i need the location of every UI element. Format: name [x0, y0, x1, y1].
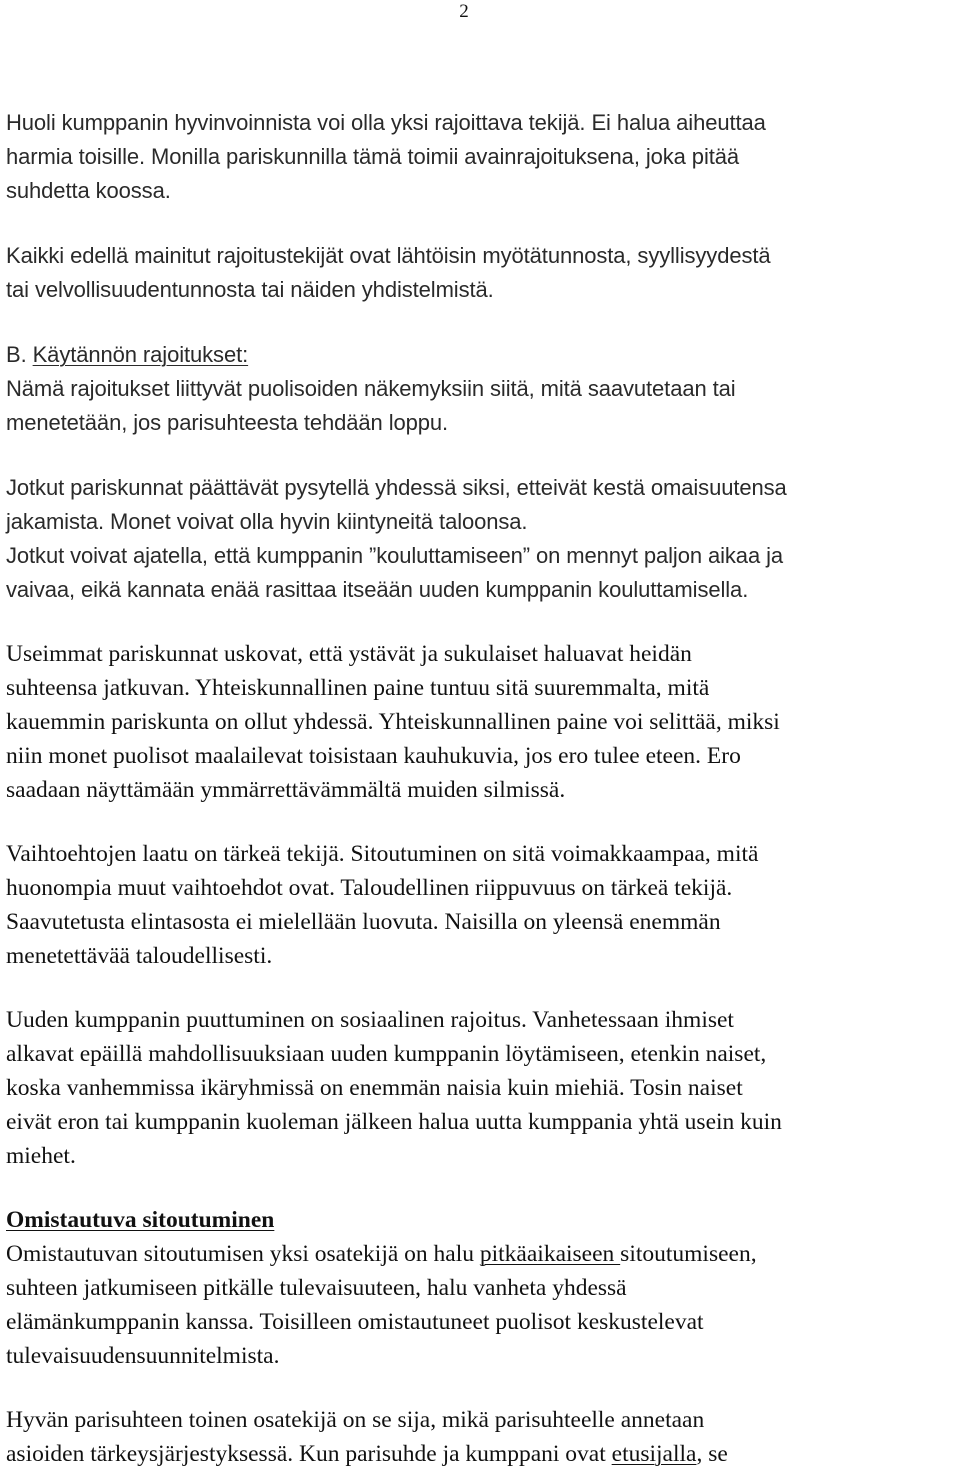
section-heading: Omistautuva sitoutuminen [6, 1207, 275, 1233]
text-line: suhteensa jatkuvan. Yhteiskunnallinen paine tuntuu sitä suuremmalta, mitä [6, 675, 710, 701]
text-line: huonompia muut vaihtoehdot ovat. Taloudellinen riippuvuus on tärkeä tekijä. [6, 875, 733, 901]
text-line: tai velvollisuudentunnosta tai näiden yhdistelmistä. [6, 277, 494, 302]
text-line: suhdetta koossa. [6, 178, 171, 203]
text-line: alkavat epäillä mahdollisuuksiaan uuden kumppanin löytämiseen, etenkin naiset, [6, 1041, 767, 1067]
paragraph-concern-for-partner [6, 106, 766, 208]
text-line: Jotkut pariskunnat päättävät pysytellä yhdessä siksi, etteivät kestä omaisuutensa [6, 475, 787, 500]
text-line: Saavutetusta elintasosta ei mielellään luovuta. Naisilla on yleensä enemmän [6, 909, 721, 935]
text-line: Hyvän parisuhteen toinen osatekijä on se sija, mikä parisuhteelle annetaan [6, 1407, 705, 1433]
text-line: miehet. [6, 1143, 76, 1169]
paragraph-priority-of-relationship [6, 1403, 728, 1471]
paragraph-quality-of-alternatives [6, 837, 758, 973]
paragraph-property-and-training [6, 471, 787, 607]
practical-constraints-heading: Käytännön rajoitukset: [32, 342, 249, 367]
text-line: Useimmat pariskunnat uskovat, että ystävät ja sukulaiset haluavat heidän [6, 641, 692, 667]
text-segment: Omistautuvan sitoutumisen yksi osatekijä on halu [6, 1241, 480, 1267]
text-line [6, 1437, 728, 1471]
text-line: Vaihtoehtojen laatu on tärkeä tekijä. Sitoutuminen on sitä voimakkaampaa, mitä [6, 841, 759, 867]
text-segment: , se [696, 1441, 728, 1467]
text-line: eivät eron tai kumppanin kuoleman jälkeen halua uutta kumppania yhtä usein kuin [6, 1109, 782, 1135]
text-line: vaivaa, eikä kannata enää rasittaa itseään uuden kumppanin kouluttamisella. [6, 577, 749, 602]
paragraph-limiting-factors-summary [6, 239, 771, 307]
text-line: kauemmin pariskunta on ollut yhdessä. Yhteiskunnallinen paine voi selittää, miksi [6, 709, 780, 735]
text-line: menetettävää taloudellisesti. [6, 943, 273, 969]
text-line: niin monet puolisot maalailevat toisistaan kauhukuvia, jos ero tulee eteen. Ero [6, 743, 741, 769]
text-line: Uuden kumppanin puuttuminen on sosiaalinen rajoitus. Vanhetessaan ihmiset [6, 1007, 734, 1033]
text-line: Jotkut voivat ajatella, että kumppanin ”kouluttamiseen” on mennyt paljon aikaa ja [6, 543, 784, 568]
text-line: Nämä rajoitukset liittyvät puolisoiden näkemyksiin siitä, mitä saavutetaan tai [6, 376, 736, 401]
text-line: menetetään, jos parisuhteesta tehdään loppu. [6, 410, 449, 435]
paragraph-social-pressure [6, 637, 780, 807]
section-prefix: B. [6, 342, 33, 367]
text-segment: sitoutumiseen, [620, 1241, 757, 1267]
text-line [6, 1237, 757, 1271]
text-line: harmia toisille. Monilla pariskunnilla tämä toimii avainrajoituksena, joka pitää [6, 144, 740, 169]
text-line: Huoli kumppanin hyvinvoinnista voi olla yksi rajoittava tekijä. Ei halua aiheuttaa [6, 110, 766, 135]
text-line: tulevaisuudensuunnitelmista. [6, 1343, 280, 1369]
text-line: suhteen jatkumiseen pitkälle tulevaisuuteen, halu vanheta yhdessä [6, 1275, 627, 1301]
text-line: elämänkumppanin kanssa. Toisilleen omistautuneet puolisot keskustelevat [6, 1309, 704, 1335]
practical-constraints-heading-line [6, 338, 736, 372]
section-devoted-commitment [6, 1203, 757, 1373]
page-number: 2 [459, 1, 469, 22]
paragraph-lack-of-new-partner [6, 1003, 782, 1173]
text-segment: asioiden tärkeysjärjestyksessä. Kun parisuhde ja kumppani ovat [6, 1441, 612, 1467]
underlined-term: etusijalla [611, 1441, 697, 1467]
text-line: koska vanhemmissa ikäryhmissä on enemmän naisia kuin miehiä. Tosin naiset [6, 1075, 743, 1101]
text-line: jakamista. Monet voivat olla hyvin kiintyneitä taloonsa. [6, 509, 528, 534]
text-line: saadaan näyttämään ymmärrettävämmältä muiden silmissä. [6, 777, 566, 803]
underlined-term: pitkäaikaiseen [479, 1241, 621, 1267]
paragraph-practical-constraints [6, 338, 736, 440]
text-line: Kaikki edellä mainitut rajoitustekijät ovat lähtöisin myötätunnosta, syyllisyydestä [6, 243, 771, 268]
